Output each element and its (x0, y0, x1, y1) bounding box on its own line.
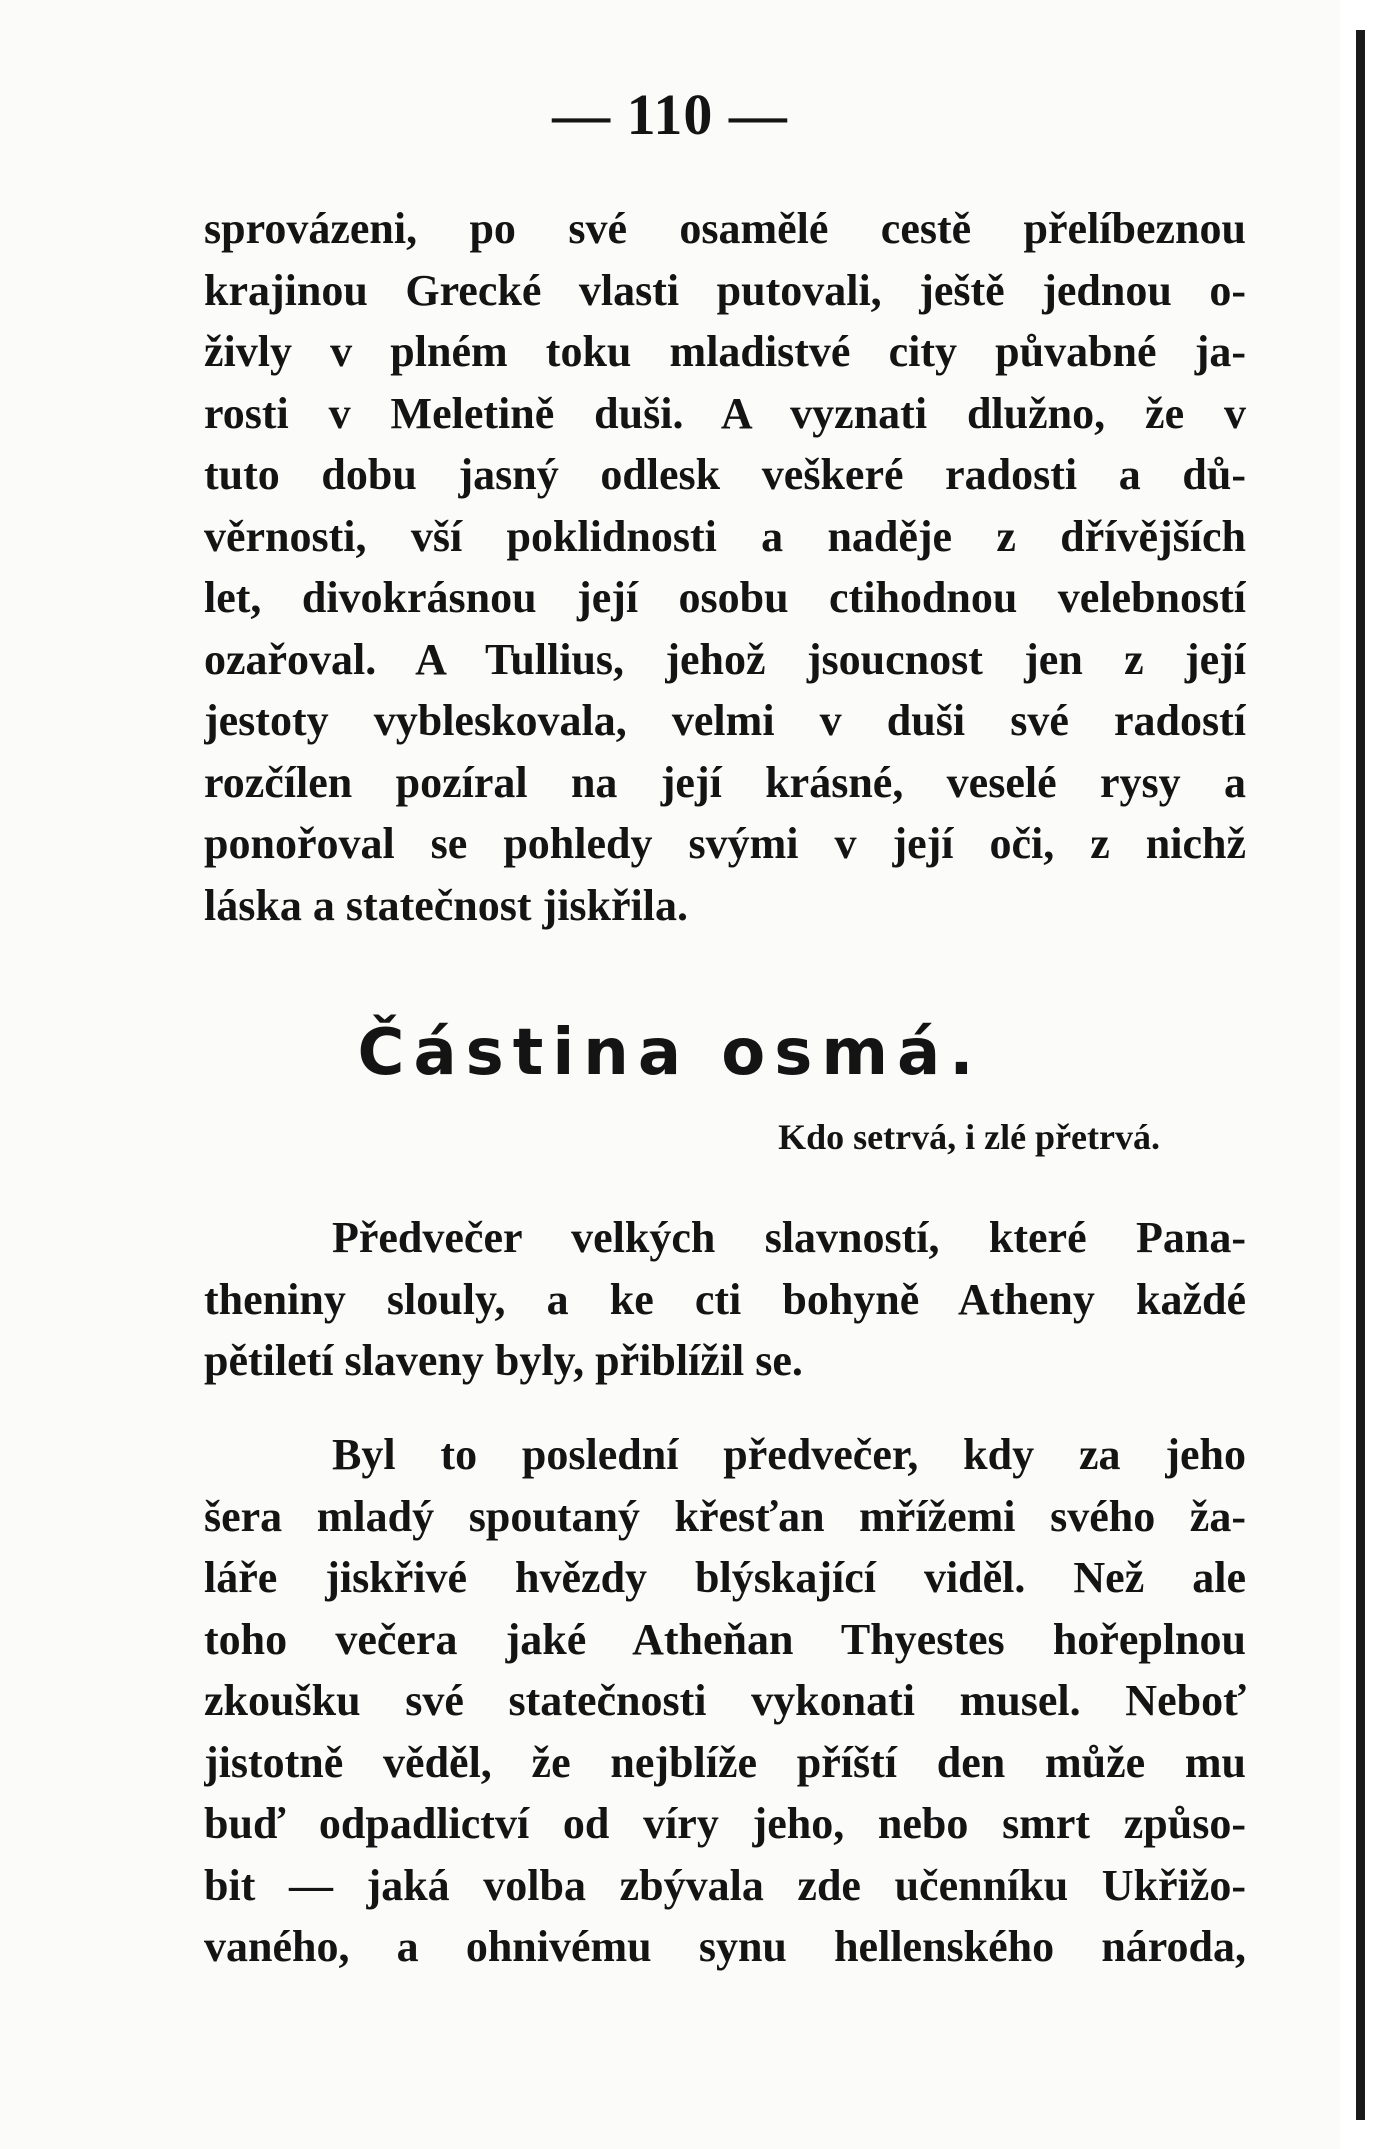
text-line: jistotně věděl, že nejblíže příští den může mu (204, 1737, 1246, 1787)
text-line: toho večera jaké Atheňan Thyestes hořeplnou (204, 1614, 1246, 1664)
text-line: theniny slouly, a ke cti bohyně Atheny každé (204, 1274, 1246, 1324)
text-line: krajinou Grecké vlasti putovali, ještě jednou o- (204, 265, 1246, 315)
text-line: rozčílen pozíral na její krásné, veselé rysy a (204, 757, 1246, 807)
text-line: láska a statečnost jiskřila. (204, 880, 688, 930)
text-line: jestoty vybleskovala, velmi v duši své radostí (204, 696, 1246, 745)
chapter-motto: Kdo setrvá, i zlé přetrvá. (778, 1117, 1160, 1157)
page-number: — 110 — (552, 82, 788, 147)
paragraph (204, 1207, 1246, 1392)
text-line: věrnosti, vší poklidnosti a naděje z dřívějších (204, 511, 1246, 561)
paragraph (204, 1424, 1246, 1978)
text-line: zkoušku své statečnosti vykonati musel. Neboť (204, 1676, 1246, 1725)
text-line: pětiletí slaveny byly, přiblížil se. (204, 1336, 803, 1385)
binding-edge-line (1356, 30, 1365, 2120)
text-line: Byl to poslední předvečer, kdy za jeho (332, 1430, 1246, 1479)
text-line: Předvečer velkých slavností, které Pana- (332, 1213, 1246, 1262)
text-line: let, divokrásnou její osobu ctihodnou velebností (204, 573, 1246, 622)
text-line: láře jiskřivé hvězdy blýskající viděl. Než ale (204, 1553, 1246, 1602)
text-line: rosti v Meletině duši. A vyznati dlužno, že v (204, 388, 1246, 438)
text-line: ozařoval. A Tullius, jehož jsoucnost jen z její (204, 634, 1246, 684)
text-line: ponořoval se pohledy svými v její oči, z nichž (204, 819, 1246, 868)
chapter-heading: Částina osmá. (357, 1016, 983, 1090)
text-line: bit — jaká volba zbývala zde učenníku Ukřižo- (204, 1860, 1246, 1910)
text-line: šera mladý spoutaný křesťan mřížemi svého ža- (204, 1491, 1246, 1541)
text-line: sprovázeni, po své osamělé cestě přelíbeznou (204, 204, 1246, 253)
text-line: buď odpadlictví od víry jeho, nebo smrt způso- (204, 1799, 1246, 1848)
text-line: vaného, a ohnivému synu hellenského národa, (204, 1922, 1246, 1971)
text-line: živly v plném toku mladistvé city půvabné ja- (204, 327, 1246, 376)
paragraph (204, 198, 1246, 936)
text-line: tuto dobu jasný odlesk veškeré radosti a dů- (204, 450, 1246, 499)
